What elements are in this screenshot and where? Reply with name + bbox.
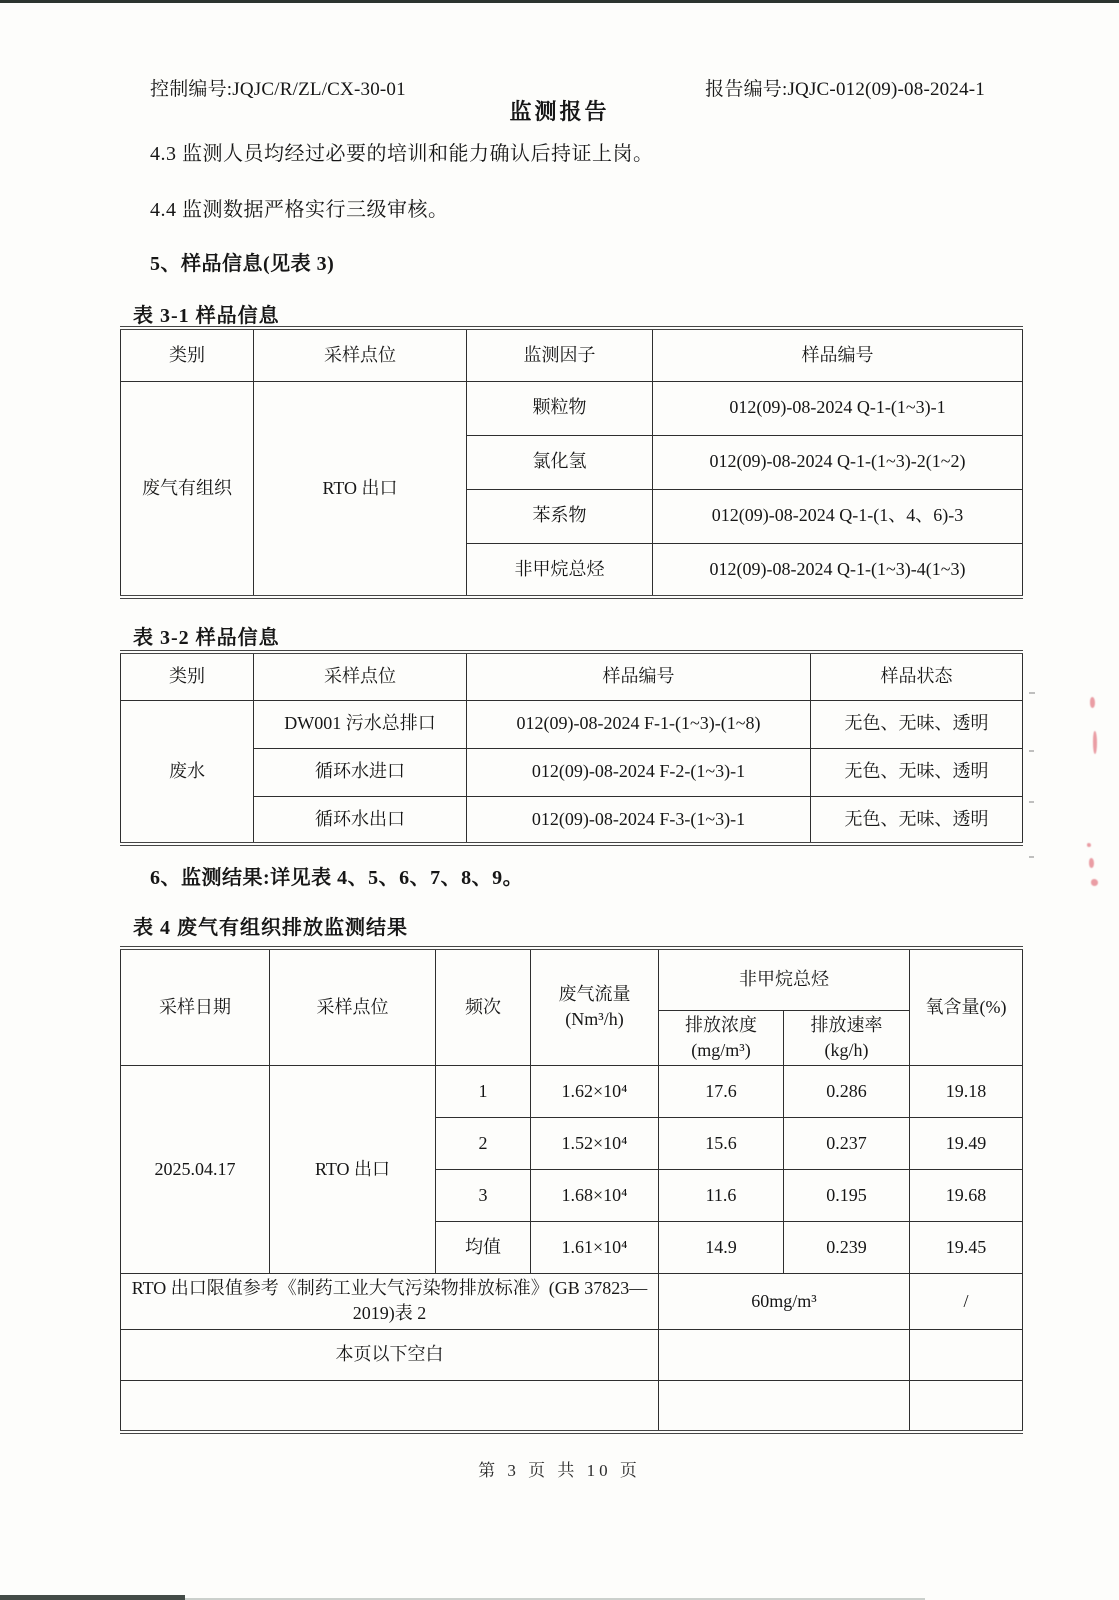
cell-flow: 1.61×10⁴: [531, 1221, 659, 1273]
table-3-2-caption: 表 3-2 样品信息: [133, 627, 280, 649]
empty-cell: [659, 1329, 910, 1380]
column-header-rate: [784, 1010, 910, 1065]
column-header-sample-id: 样品编号: [467, 652, 811, 700]
table-3-2: [120, 650, 1023, 846]
scan-edge-bottom-left: [0, 1595, 185, 1600]
cell-sample-id: 012(09)-08-2024 F-1-(1~3)-(1~8): [467, 700, 811, 748]
cell-sampling-point: RTO 出口: [270, 1065, 436, 1273]
cell-flow: 1.52×10⁴: [531, 1117, 659, 1169]
cell-concentration: 17.6: [659, 1065, 784, 1117]
limit-row: [121, 1273, 1023, 1329]
table-row: [121, 381, 1023, 435]
cell-oxygen: 19.49: [910, 1117, 1023, 1169]
cell-frequency: 均值: [436, 1221, 531, 1273]
cell-oxygen: 19.18: [910, 1065, 1023, 1117]
table-row: [121, 700, 1023, 748]
table-3-1: [120, 326, 1023, 599]
cell-limit-value: 60mg/m³: [659, 1273, 910, 1329]
column-header-date: 采样日期: [121, 948, 270, 1065]
empty-cell: [910, 1380, 1023, 1432]
cell-sample-id: 012(09)-08-2024 Q-1-(1、4、6)-3: [653, 489, 1023, 543]
section-5-heading: 5、样品信息(见表 3): [150, 253, 335, 275]
rate-header-line2: (kg/h): [824, 1039, 869, 1060]
cell-factor: 氯化氢: [467, 435, 653, 489]
cell-category: 废水: [121, 700, 254, 844]
paragraph-4-3: 4.3 监测人员均经过必要的培训和能力确认后持证上岗。: [150, 143, 654, 165]
cell-limit-oxygen: /: [910, 1273, 1023, 1329]
cell-sampling-point: RTO 出口: [254, 381, 467, 597]
flow-header-line1: 废气流量: [558, 984, 631, 1005]
cell-rate: 0.286: [784, 1065, 910, 1117]
blank-note-row: [121, 1329, 1023, 1380]
table-3-1-caption: 表 3-1 样品信息: [133, 305, 280, 327]
cell-sample-state: 无色、无味、透明: [811, 796, 1023, 844]
cell-rate: 0.195: [784, 1169, 910, 1221]
section-6-heading: 6、监测结果:详见表 4、5、6、7、8、9。: [150, 867, 524, 889]
rate-header-line1: 排放速率: [810, 1014, 883, 1035]
control-number: 控制编号:JQJC/R/ZL/CX-30-01: [150, 79, 406, 100]
cell-sample-id: 012(09)-08-2024 F-3-(1~3)-1: [467, 796, 811, 844]
cell-factor: 苯系物: [467, 489, 653, 543]
column-group-nmhc: 非甲烷总烃: [659, 948, 910, 1010]
empty-cell: [910, 1329, 1023, 1380]
cell-factor: 颗粒物: [467, 381, 653, 435]
column-header-concentration: [659, 1010, 784, 1065]
scan-tick: [1029, 856, 1034, 858]
column-header-oxygen: 氧含量(%): [910, 948, 1023, 1065]
cell-sample-state: 无色、无味、透明: [811, 700, 1023, 748]
empty-row: [121, 1380, 1023, 1432]
cell-concentration: 15.6: [659, 1117, 784, 1169]
cell-frequency: 2: [436, 1117, 531, 1169]
column-header-factor: 监测因子: [467, 328, 653, 381]
column-header-sampling-point: 采样点位: [270, 948, 436, 1065]
cell-frequency: 1: [436, 1065, 531, 1117]
column-header-frequency: 频次: [436, 948, 531, 1065]
table-header-row: [121, 948, 1023, 1010]
empty-cell: [659, 1380, 910, 1432]
table-row: [121, 328, 1023, 381]
table-row: [121, 796, 1023, 844]
cell-frequency: 3: [436, 1169, 531, 1221]
scan-tick: [1029, 692, 1035, 694]
column-header-category: 类别: [121, 328, 254, 381]
column-header-sample-id: 样品编号: [653, 328, 1023, 381]
report-number: 报告编号:JQJC-012(09)-08-2024-1: [705, 79, 985, 100]
paragraph-4-4: 4.4 监测数据严格实行三级审核。: [150, 199, 449, 221]
cell-date: 2025.04.17: [121, 1065, 270, 1273]
cell-concentration: 11.6: [659, 1169, 784, 1221]
column-header-category: 类别: [121, 652, 254, 700]
table-row: [121, 652, 1023, 700]
cell-sample-id: 012(09)-08-2024 Q-1-(1~3)-1: [653, 381, 1023, 435]
flow-header-line2: (Nm³/h): [565, 1009, 624, 1030]
table-4-caption: 表 4 废气有组织排放监测结果: [133, 917, 408, 939]
table-row: [121, 748, 1023, 796]
cell-sampling-point: 循环水出口: [254, 796, 467, 844]
cell-sampling-point: DW001 污水总排口: [254, 700, 467, 748]
page-number: 第 3 页 共 10 页: [478, 1461, 641, 1480]
cell-rate: 0.239: [784, 1221, 910, 1273]
red-stamp-mark: [1091, 879, 1098, 886]
cell-flow: 1.68×10⁴: [531, 1169, 659, 1221]
column-header-sample-state: 样品状态: [811, 652, 1023, 700]
column-header-flow: [531, 948, 659, 1065]
cell-sample-state: 无色、无味、透明: [811, 748, 1023, 796]
cell-sample-id: 012(09)-08-2024 Q-1-(1~3)-2(1~2): [653, 435, 1023, 489]
table-row: [121, 1065, 1023, 1117]
cell-sampling-point: 循环水进口: [254, 748, 467, 796]
column-header-sampling-point: 采样点位: [254, 328, 467, 381]
cell-oxygen: 19.45: [910, 1221, 1023, 1273]
cell-factor: 非甲烷总烃: [467, 543, 653, 597]
cell-flow: 1.62×10⁴: [531, 1065, 659, 1117]
cell-category: 废气有组织: [121, 381, 254, 597]
cell-rate: 0.237: [784, 1117, 910, 1169]
cell-sample-id: 012(09)-08-2024 F-2-(1~3)-1: [467, 748, 811, 796]
scan-tick: [1029, 801, 1034, 803]
cell-sample-id: 012(09)-08-2024 Q-1-(1~3)-4(1~3): [653, 543, 1023, 597]
red-stamp-mark: [1087, 843, 1091, 847]
conc-header-line1: 排放浓度: [685, 1014, 757, 1035]
page-title: 监测报告: [509, 99, 610, 124]
red-stamp-mark: [1093, 731, 1097, 754]
cell-blank-note: 本页以下空白: [121, 1329, 659, 1380]
cell-limit-reference: RTO 出口限值参考《制药工业大气污染物排放标准》(GB 37823—2019)表 2: [121, 1273, 659, 1329]
table-4: [120, 946, 1023, 1434]
cell-oxygen: 19.68: [910, 1169, 1023, 1221]
scan-edge-top: [0, 0, 1119, 3]
red-stamp-mark: [1090, 697, 1095, 708]
scan-tick: [1029, 750, 1034, 752]
column-header-sampling-point: 采样点位: [254, 652, 467, 700]
conc-header-line2: (mg/m³): [691, 1039, 751, 1060]
red-stamp-mark: [1089, 858, 1094, 868]
cell-concentration: 14.9: [659, 1221, 784, 1273]
empty-cell: [121, 1380, 659, 1432]
